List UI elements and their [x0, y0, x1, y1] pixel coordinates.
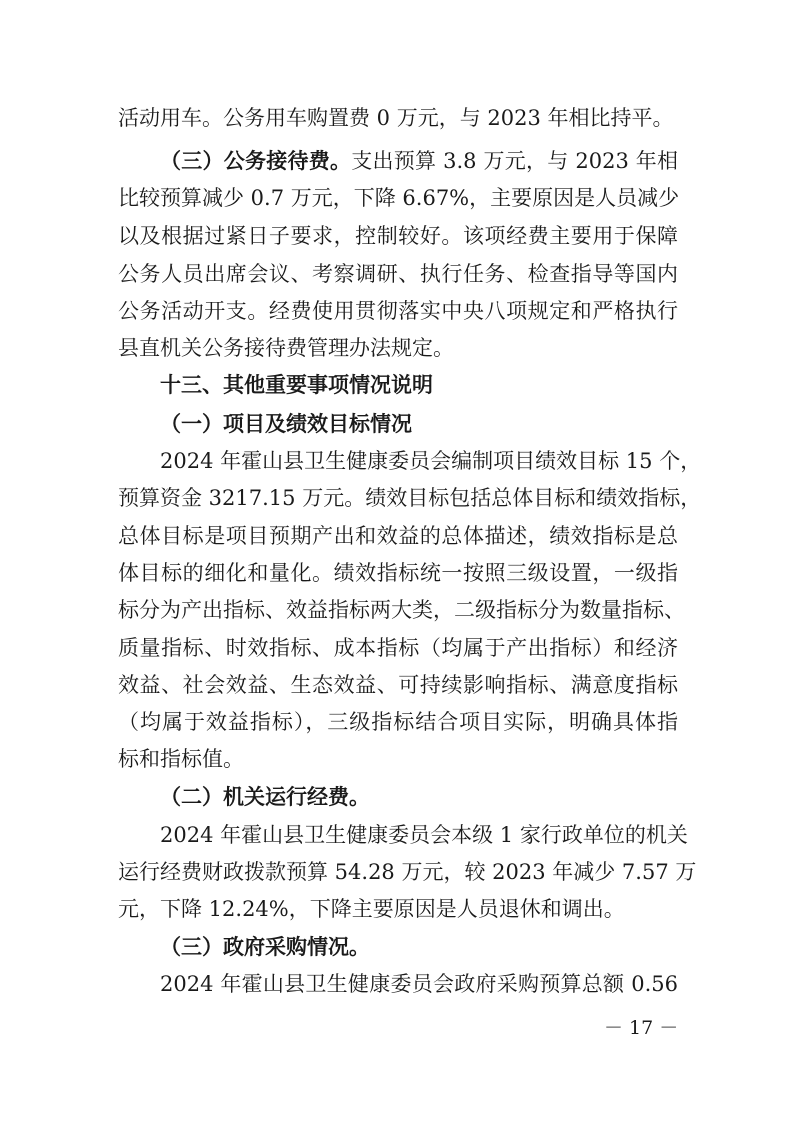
- section-heading: 十三、其他重要事项情况说明: [160, 372, 433, 397]
- paragraph-line: 质量指标、时效指标、成本指标（均属于产出指标）和经济: [118, 636, 678, 660]
- paragraph-line: 总体目标是项目预期产出和效益的总体描述，绩效指标是总: [118, 524, 678, 548]
- paragraph-line: 预算资金 3217.15 万元。绩效目标包括总体目标和绩效指标，: [118, 486, 702, 510]
- sub-heading-performance-goals: （一）项目及绩效目标情况: [160, 411, 412, 436]
- paragraph-line: 公务人员出席会议、考察调研、执行任务、检查指导等国内: [118, 262, 678, 286]
- sub-heading-operating-funds: （二）机关运行经费。: [160, 784, 370, 809]
- paragraph-line: 活动用车。公务用车购置费 0 万元，与 2023 年相比持平。: [118, 106, 674, 130]
- sub-heading-procurement: （三）政府采购情况。: [160, 934, 370, 959]
- paragraph-line: 标和指标值。: [118, 747, 244, 771]
- paragraph-line: 标分为产出指标、效益指标两大类，二级指标分为数量指标、: [118, 598, 685, 622]
- paragraph-line: 运行经费财政拨款预算 54.28 万元，较 2023 年减少 7.57 万: [118, 860, 697, 884]
- paragraph-line: 县直机关公务接待费管理办法规定。: [118, 336, 454, 360]
- reception-fee-line: [160, 146, 678, 176]
- paragraph-line: 元，下降 12.24%，下降主要原因是人员退休和调出。: [118, 897, 625, 921]
- paragraph-line: 2024 年霍山县卫生健康委员会本级 1 家行政单位的机关: [160, 823, 688, 847]
- paragraph-line: 效益、社会效益、生态效益、可持续影响指标、满意度指标: [118, 673, 678, 697]
- paragraph-line: （均属于效益指标），三级指标结合项目实际，明确具体指: [118, 710, 678, 734]
- paragraph-line: 2024 年霍山县卫生健康委员会政府采购预算总额 0.56: [160, 972, 678, 996]
- reception-fee-text: 支出预算 3.8 万元，与 2023 年相: [351, 149, 678, 173]
- paragraph-line: 以及根据过紧日子要求，控制较好。该项经费主要用于保障: [118, 224, 678, 248]
- page-number: － 17 －: [604, 1017, 679, 1039]
- paragraph-line: 体目标的细化和量化。绩效指标统一按照三级设置，一级指: [118, 561, 678, 585]
- paragraph-line: 比较预算减少 0.7 万元，下降 6.67%，主要原因是人员减少: [118, 186, 680, 210]
- paragraph-line: 2024 年霍山县卫生健康委员会编制项目绩效目标 15 个，: [160, 449, 702, 473]
- paragraph-line: 公务活动开支。经费使用贯彻落实中央八项规定和严格执行: [118, 299, 678, 323]
- reception-fee-heading: （三）公务接待费。: [160, 148, 352, 173]
